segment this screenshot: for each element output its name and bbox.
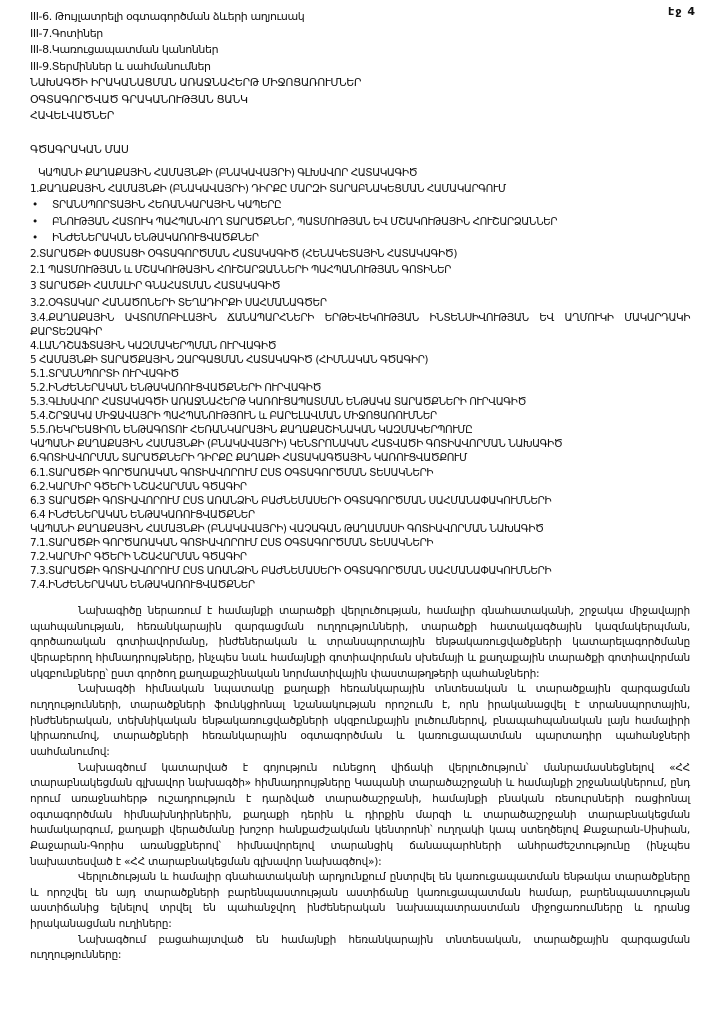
list-item: 7.3.ՏԱՐԱԾՔԻ ԳՈՏԻԱՎՈՐՈՒՄ ԸՍՏ ԱՌԱՆՁԻՆ ԲԱԺՆԵՄԱՍԵՐԻ ՕԳՏԱԳՈՐԾՄԱՆ ՍԱՀՄԱՆԱՓԱԿՈՒՄՆԵՐԻ xyxy=(30,564,552,577)
list-item: 3 ՏԱՐԱԾՔԻ ՀԱՄԱԼԻՐ ԳՆԱՀԱՏՄԱՆ ՀԱՏԱԿԱԳԻԾ xyxy=(30,280,281,293)
paragraph: Նախագծի հիմնական նպատակը քաղաքի հեռանկարային տնտեսական և տարածքային զարգացման ուղղությունների, տարածքների ֆունկցիոնալ նշանակության որոշումն է, որն իրականացվել է տրանսպորտային, ինժեներական, տեխնիկական ենթակառուցվածքների սկզբունքային լուծումներով, բնապահպանական լայն համալիրի կիրառումով, տարածքների հեռանկարային օգտագործման և կառուցապատման պարտադիր պահանջների սահմանումով: xyxy=(30,683,690,758)
list-item: 2.ՏԱՐԱԾՔԻ ՓԱՍՏԱՑԻ ՕԳՏԱԳՈՐԾՄԱՆ ՀԱՏԱԿԱԳԻԾ (ՀԵՆԱԿԵՏԱՅԻՆ ՀԱՏԱԿԱԳԻԾ) xyxy=(30,247,457,260)
toc-item: ՆԱԽԱԳԾԻ ԻՐԱԿԱՆԱՑՄԱՆ ԱՌԱՋՆԱՀԵՐԹ ՄԻՋՈՑԱՌՈՒՄՆԵՐ xyxy=(30,76,362,89)
toc-item: III-8.Կառուցապատման կանոններ xyxy=(30,43,219,56)
list-item: 7.2.ԿԱՐՄԻՐ ԳԾԵՐԻ ՆՇԱՀԱՐՄԱՆ ԳԾԱԳԻՐ xyxy=(30,550,247,563)
list-item: 5.2.ԻՆԺԵՆԵՐԱԿԱՆ ԵՆԹԱԿԱՌՈՒՑՎԱԾՔՆԵՐԻ ՈՒՐՎԱԳԻԾ xyxy=(30,382,322,395)
list-item: 5.4.ՇՐՋԱԿԱ ՄԻՋԱՎԱՅՐԻ ՊԱՀՊԱՆՈՒԹՅՈՒՆ և ԲԱՐԵԼԱՎՄԱՆ ՄԻՋՈՑԱՌՈՒՄՆԵՐ xyxy=(30,410,437,423)
list-item: ԿԱՊԱՆԻ ՔԱՂԱՔԱՅԻՆ ՀԱՄԱՅՆՔԻ (ԲՆԱԿԱՎԱՅՐԻ) ԿԵՆՏՐՈՆԱԿԱՆ ՀԱՏՎԱԾԻ ԳՈՏԻԱՎՈՐՄԱՆ ՆԱԽԱԳԻԾ xyxy=(30,438,563,451)
list-item: 7.1.ՏԱՐԱԾՔԻ ԳՈՐԾԱՌԱԿԱՆ ԳՈՏԻԱՎՈՐՈՒՄ ԸՍՏ ՕԳՏԱԳՈՐԾՄԱՆ ՏԵՍԱԿՆԵՐԻ xyxy=(30,536,434,549)
bullet-icon: • xyxy=(32,231,38,244)
list-item: 6.2.ԿԱՐՄԻՐ ԳԾԵՐԻ ՆՇԱՀԱՐՄԱՆ ԳԾԱԳԻՐ xyxy=(30,480,247,493)
list-item: 5.5.ՌԵԿՐԵԱՑԻՈՆ ԵՆԹԱԳՈՏՈՒ ՀԵՌԱՆԿԱՐԱՅԻՆ ՔԱՂԱՔԱՇԻՆԱԿԱՆ ԿԱԶՄԱԿԵՐՊՈՒՄԸ xyxy=(30,424,473,437)
list-item: 1.ՔԱՂԱՔԱՅԻՆ ՀԱՄԱՅՆՔԻ (ԲՆԱԿԱՎԱՅՐԻ) ԴԻՐՔԸ ՄԱՐԶԻ ՏԱՐԱԲՆԱԿԵՑՄԱՆ ՀԱՄԱԿԱՐԳՈՒՄ xyxy=(30,183,506,196)
section-title: ԿԱՊԱՆԻ ՔԱՂԱՔԱՅԻՆ ՀԱՄԱՅՆՔԻ (ԲՆԱԿԱՎԱՅՐԻ) ԳԼԽԱՎՈՐ ՀԱՏԱԿԱԳԻԾ xyxy=(38,167,418,179)
paragraph: Նախագծում կատարված է գոյություն ունեցող վիճակի վերլուծություն՝ մանրամասնեցնելով «ՀՀ տարաբնակեցման գլխավոր նախագծի» հիմնադրույթները Կապանի տարածաշրջանի և համայնքի շրջանակներում, ընդ որում առաջնահերթ ուշադրություն է դարձված տարածաշրջանի, համայնքի բնական ռեսուրսների ռացիոնալ օգտագործման հիմնախնդիրներին, քաղաքի դերին և դիրքին մարզի և տարածաշրջանի տարաբնակեցման համակարգում, քաղաքի վերածմանը խոշոր հանքաժշակման կենտրոնի՝ ուղղակի կապ ստեղծելով Քաջարան-Սիսիան, Քաջարան-Գորիս առանցքներով՝ հիմնավորելով տարանցիկ ճանապարհների անհրաժեշտությունը (ինչպես նախատեսված է «ՀՀ տարաբնակեցման գլխավոր նախագծով»): xyxy=(30,761,690,868)
list-item: ԿԱՊԱՆԻ ՔԱՂԱՔԱՅԻՆ ՀԱՄԱՅՆՔԻ (ԲՆԱԿԱՎԱՅՐԻ) ՎԱՉԱԳԱՆ ԹԱՂԱՄԱՍԻ ԳՈՏԻԱՎՈՐՄԱՆ ՆԱԽԱԳԻԾ xyxy=(30,522,544,535)
list-item: 6.4 ԻՆԺԵՆԵՐԱԿԱՆ ԵՆԹԱԿԱՌՈՒՑՎԱԾՔՆԵՐ xyxy=(30,508,255,521)
list-item: 6.3 ՏԱՐԱԾՔԻ ԳՈՏԻԱՎՈՐՈՒՄ ԸՍՏ ԱՌԱՆՁԻՆ ԲԱԺՆԵՄԱՍԵՐԻ ՕԳՏԱԳՈՐԾՄԱՆ ՍԱՀՄԱՆԱՓԱԿՈՒՄՆԵՐԻ xyxy=(30,494,552,507)
list-item: 3.2.ՕԳՏԱԿԱՐ ՀԱՆԱԾՈՆԵՐԻ ՏԵՂԱԴԻՐՔԻ ՍԱՀՄԱՆԱԳԾԵՐ xyxy=(30,296,327,309)
list-item: 6.1.ՏԱՐԱԾՔԻ ԳՈՐԾԱՌԱԿԱՆ ԳՈՏԻԱՎՈՐՈՒՄ ԸՍՏ ՕԳՏԱԳՈՐԾՄԱՆ ՏԵՍԱԿՆԵՐԻ xyxy=(30,466,434,479)
page-number: էջ 4 xyxy=(668,5,696,18)
paragraph: Նախագծում բացահայտված են համայնքի հեռանկարային տնտեսական, տարածքային զարգացման ուղղությունները: xyxy=(30,933,690,962)
list-item: 5.1.ՏՐԱՆՍՊՈՐՏԻ ՈՒՐՎԱԳԻԾ xyxy=(30,368,179,381)
list-item: 7.4.ԻՆԺԵՆԵՐԱԿԱՆ ԵՆԹԱԿԱՌՈՒՑՎԱԾՔՆԵՐ xyxy=(30,578,255,591)
paragraph: Նախագիծը ներառում է համայնքի տարածքի վերլուծության, համալիր գնահատականի, շրջակա միջավայրի պահպանության, հեռանկարային զարգացման ուղղությունների, տարածքի հատակագծային կազմակերպման, գործառական գոտիավորմանը, ինժեներական և տրանսպորտային ենթակառուցվածքների կատարելագործմանը վերաբերող հիմնադրույթները, ինչպես նաև համայնքի գոտիավորման սխեմայի և քաղաքային տարածքի գոտիավորման սկզբունքները՝ ըստ գործող քաղաքաշինական նորմատիվային փաստաթղթերի պահանջների: xyxy=(30,605,690,680)
bullet-icon: • xyxy=(32,199,38,212)
list-item: 4.ԼԱՆԴՇԱՖՏԱՅԻՆ ԿԱԶՄԱԿԵՐՊՄԱՆ ՈՒՐՎԱԳԻԾ xyxy=(30,340,277,353)
toc-item: III-9.Տերմիններ և սահմանումներ xyxy=(30,59,211,73)
toc-item: ՕԳՏԱԳՈՐԾՎԱԾ ԳՐԱԿԱՆՈՒԹՅԱՆ ՑԱՆԿ xyxy=(30,92,248,106)
list-item: 5.3.ԳԼԽԱՎՈՐ ՀԱՏԱԿԱԳԾԻ ԱՌԱՋՆԱՀԵՐԹ ԿԱՌՈՒՑԱՊԱՏՄԱՆ ԵՆԹԱԿԱ ՏԱՐԱԾՔՆԵՐԻ ՈՒՐՎԱԳԻԾ xyxy=(30,396,527,409)
bullet-item xyxy=(30,230,690,246)
drawings-list-general-plan xyxy=(30,165,690,311)
bullet-item xyxy=(30,214,690,230)
list-item-continuation: ՔԱՐՏԵԶԱԳԻՐ xyxy=(30,326,102,339)
drawings-list-continued xyxy=(30,311,690,592)
list-item: 5 ՀԱՄԱՅՆՔԻ ՏԱՐԱԾՔԱՅԻՆ ԶԱՐԳԱՑՄԱՆ ՀԱՏԱԿԱԳԻԾ (ՀԻՄՆԱԿԱՆ ԳԾԱԳԻՐ) xyxy=(30,354,429,367)
list-item: 2.1 ՊԱՏՄՈՒԹՅԱՆ և ՄՇԱԿՈՒԹԱՅԻՆ ՀՈՒՇԱՐՁԱՆՆԵՐԻ ՊԱՀՊԱՆՈՒԹՅԱՆ ԳՈՏԻՆԵՐ xyxy=(30,264,451,277)
bullet-text: ԻՆԺԵՆԵՐԱԿԱՆ ԵՆԹԱԿԱՌՈՒՑՎԱԾՔՆԵՐ xyxy=(52,231,259,244)
list-item: 3.4.ՔԱՂԱՔԱՅԻՆ ԱՎՏՈՄՈԲԻԼԱՅԻՆ ՃԱՆԱՊԱՐՀՆԵՐԻ ԵՐԹԵՎԵԿՈՒԹՅԱՆ ԻՆՏԵՆՍԻՎՈՒԹՅԱՆ ԵՎ ԱՂՄՈՒԿԻ ՄԱԿԱՐԴԱԿԻ xyxy=(30,312,690,324)
toc-item: III-6. Թույլատրելի օգտագործման ձևերի աղյուսակ xyxy=(30,10,305,23)
graphic-part-heading: ԳԾԱԳՐԱԿԱՆ ՄԱՍ xyxy=(30,142,129,156)
table-of-contents xyxy=(30,9,690,158)
bullet-item xyxy=(30,197,690,213)
list-item: 6.ԳՈՏԻԱՎՈՐՄԱՆ ՏԱՐԱԾՔՆԵՐԻ ԴԻՐՔԸ ՔԱՂԱՔԻ ՀԱՏԱԿԱԳԾԱՅԻՆ ԿԱՌՈՒՑՎԱԾՔՈՒՄ xyxy=(30,452,467,465)
bullet-icon: • xyxy=(32,215,38,228)
body-text xyxy=(30,604,690,964)
paragraph: Վերլուծության և համալիր գնահատականի արդյունքում ընտրվել են կառուցապատման ենթակա տարածքները և որոշվել են այդ տարածքների բարենպաստության աստիճանը կառուցապատման համար, բարենպաստության աստիճանից ելնելով տրվել են պահանջվող ինժեներական նախապատրաստման միջոցառումները և դրանց իրականացման ուղիները: xyxy=(30,871,690,931)
bullet-text: ԲՆՈՒԹՅԱՆ ՀԱՏՈՒԿ ՊԱՀՊԱՆՎՈՂ ՏԱՐԱԾՔՆԵՐ, ՊԱՏՄՈՒԹՅԱՆ ԵՎ ՄՇԱԿՈՒԹԱՅԻՆ ՀՈՒՇԱՐՁԱՆՆԵՐ xyxy=(52,215,558,228)
toc-item: III-7.Գոտիներ xyxy=(30,26,103,40)
bullet-text: ՏՐԱՆՍՊՈՐՏԱՅԻՆ ՀԵՌԱՆԿԱՐԱՅԻՆ ԿԱՊԵՐԸ xyxy=(52,199,282,212)
toc-item: ՀԱՎԵԼՎԱԾՆԵՐ xyxy=(30,109,115,122)
